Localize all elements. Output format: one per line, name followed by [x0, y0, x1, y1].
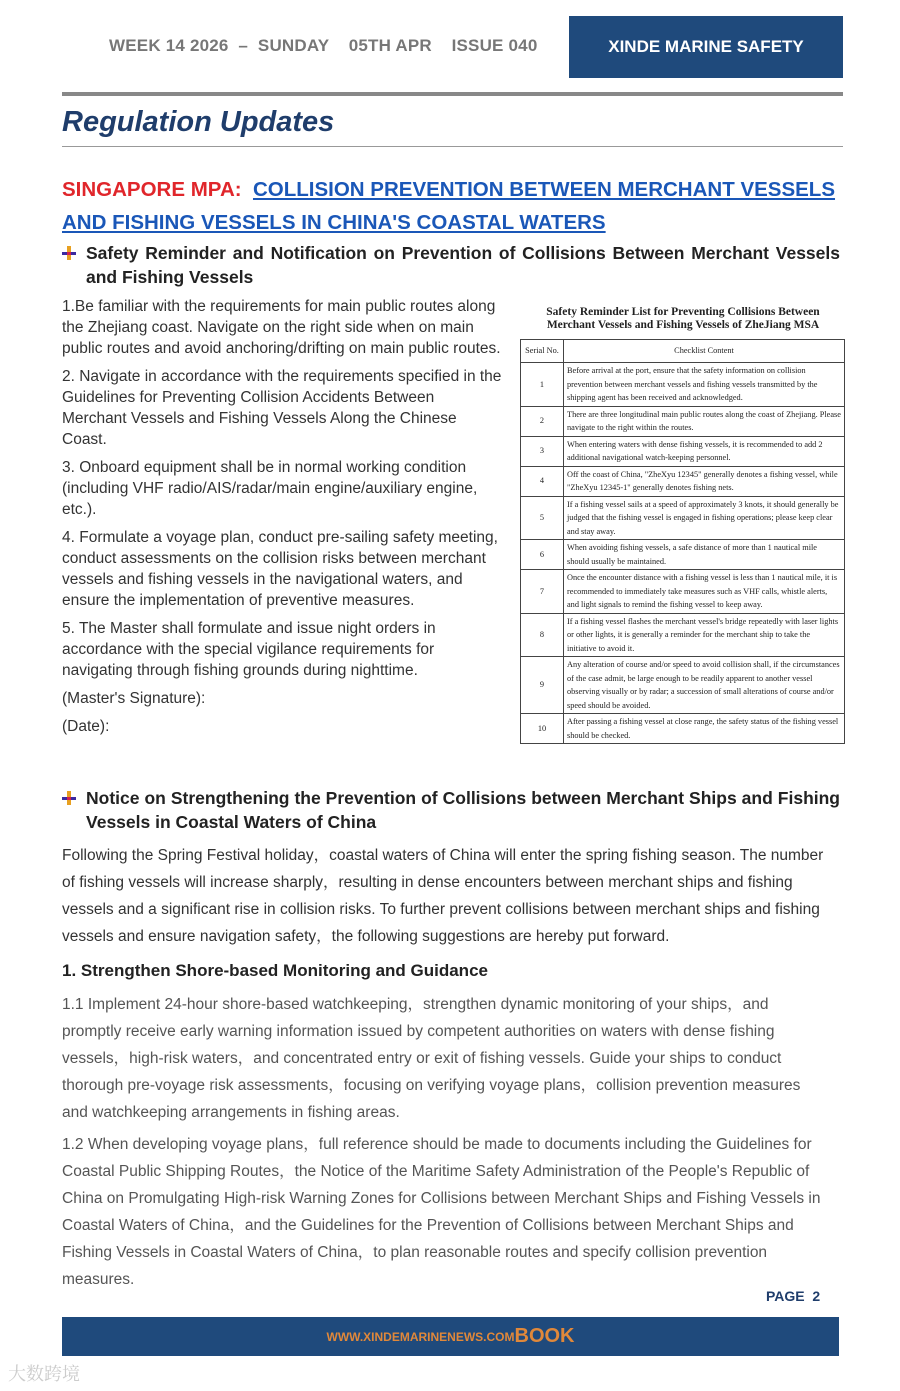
section-divider [62, 146, 843, 147]
section-title: Regulation Updates [62, 106, 335, 138]
checklist-row [521, 657, 845, 714]
page-number: PAGE 2 [766, 1288, 821, 1304]
checklist-content: Before arrival at the port, ensure that the safety information on collision prevention between merchant vessels and fishing vessels transmitted by the shipping agent has been received and acknowledged. [564, 363, 845, 407]
checklist-content: When avoiding fishing vessels, a safe distance of more than 1 nautical mile should usually be maintained. [564, 540, 845, 570]
date-label: (Date): [62, 718, 110, 735]
checklist-content: When entering waters with dense fishing vessels, it is recommended to add 2 additional navigational watch-keeping personnel. [564, 436, 845, 466]
serial-number: 7 [521, 570, 564, 614]
serial-number: 10 [521, 714, 564, 744]
reminder-item: 5. The Master shall formulate and issue night orders in accordance with the special vigilance requirements for navigating through fishing grounds during nighttime. [62, 620, 436, 679]
bullet-cross-icon [62, 246, 76, 260]
col-serial: Serial No. [521, 340, 564, 363]
checklist-row [521, 714, 845, 744]
checklist-content: If a fishing vessel sails at a speed of approximately 3 knots, it should generally be judged that the fishing vessel is engaged in fishing operations; please keep clear and stay away. [564, 496, 845, 540]
checklist-content: There are three longitudinal main public routes along the coast of Zhejiang. Please navigate to the right within the routes. [564, 406, 845, 436]
checklist-row [521, 363, 845, 407]
serial-number: 6 [521, 540, 564, 570]
checklist-table [520, 339, 845, 744]
checklist-row [521, 540, 845, 570]
header-divider [62, 92, 843, 96]
signature-label: (Master's Signature): [62, 690, 206, 707]
bullet-cross-icon [62, 791, 76, 805]
headline-link[interactable]: COLLISION PREVENTION BETWEEN MERCHANT VESSELS AND FISHING VESSELS IN CHINA'S COASTAL WATERS [62, 178, 836, 234]
paragraph-1-2: 1.2 When developing voyage plans，full reference should be made to documents including the Guidelines for Coastal Public Shipping Routes，the Notice of the Maritime Safety Administration of the People's Republic of China on Promulgating High-risk Warning Zones for Collisions between Merchant Ships and Fishing Vessels in Coastal Waters of China，and the Guidelines for the Prevention of Collisions between Merchant Ships and Fishing Vessels in Coastal Waters of China，to plan reasonable routes and specify collision prevention measures. [62, 1136, 821, 1288]
reminder-item: 1.Be familiar with the requirements for main public routes along the Zhejiang coast. Navigate on the right side when on main public routes and avoid anchoring/drifting on main public routes. [62, 298, 501, 357]
serial-number: 3 [521, 436, 564, 466]
part1-heading [62, 241, 840, 289]
checklist-content: After passing a fishing vessel at close range, the safety status of the fishing vessel should be checked. [564, 714, 845, 744]
part2-heading [62, 786, 840, 834]
serial-number: 1 [521, 363, 564, 407]
checklist-title: Safety Reminder List for Preventing Collisions Between Merchant Vessels and Fishing Vessels of ZheJiang MSA [546, 306, 820, 331]
serial-number: 4 [521, 466, 564, 496]
checklist-content: Off the coast of China, "ZheXyu 12345" generally denotes a fishing vessel, while "ZheXyu 12345-1" generally denotes fishing nets. [564, 466, 845, 496]
checklist-row [521, 406, 845, 436]
checklist-row [521, 466, 845, 496]
footer-bar [62, 1317, 839, 1356]
intro-paragraph: Following the Spring Festival holiday，coastal waters of China will enter the spring fishing season. The number of fishing vessels will increase sharply，resulting in dense encounters between merchant ships and fishing vessels and a significant rise in collision risks. To further prevent collisions between merchant ships and fishing vessels and ensure navigation safety，the following suggestions are hereby put forward. [62, 847, 824, 945]
sub-heading: 1. Strengthen Shore-based Monitoring and Guidance [62, 961, 488, 980]
checklist-content: Any alteration of course and/or speed to avoid collision shall, if the circumstances of the case admit, be large enough to be readily apparent to another vessel observing visually or by radar; a succession of small alterations of course and/or speed should be avoided. [564, 657, 845, 714]
reminder-item: 3. Onboard equipment shall be in normal working condition (including VHF radio/AIS/radar/main engine/auxiliary engine, etc.). [62, 459, 478, 518]
reminder-item: 4. Formulate a voyage plan, conduct pre-sailing safety meeting, conduct assessments on the collision risks between merchant vessels and fishing vessels in the navigational waters, and ensure the implementation of preventive measures. [62, 529, 498, 609]
issue-info: WEEK 14 2026 – SUNDAY 05TH APR ISSUE 040 [109, 36, 538, 55]
footer-url[interactable]: WWW.XINDEMARINENEWS.COM [326, 1329, 515, 1344]
serial-number: 5 [521, 496, 564, 540]
checklist-row [521, 496, 845, 540]
article-headline [62, 173, 852, 239]
checklist-row [521, 570, 845, 614]
paragraph-1-1: 1.1 Implement 24-hour shore-based watchkeeping，strengthen dynamic monitoring of your ships，and promptly receive early warning information issued by competent authorities on waters with dense fishing vessels，high-risk waters，and concentrated entry or exit of fishing vessels. Guide your ships to conduct thorough pre-voyage risk assessments，focusing on verifying voyage plans，collision prevention measures and watchkeeping arrangements in fishing areas. [62, 996, 801, 1121]
checklist-content: If a fishing vessel flashes the merchant vessel's bridge repeatedly with laser lights or other lights, it is generally a reminder for the merchant ship to take the initiative to avoid it. [564, 613, 845, 657]
col-content: Checklist Content [564, 340, 845, 363]
reminder-list [62, 296, 502, 744]
footer-book: BOOK [514, 1325, 575, 1347]
part1-heading-text: Safety Reminder and Notification on Prevention of Collisions Between Merchant Vessels and Fishing Vessels [86, 243, 840, 287]
watermark: 大数跨境 [8, 1364, 80, 1384]
checklist-content: Once the encounter distance with a fishing vessel is less than 1 nautical mile, it is recommended to immediately take measures such as VHF calls, whistle alerts, and light signals to remind the fishing vessel to keep away. [564, 570, 845, 614]
brand-banner: XINDE MARINE SAFETY [569, 16, 843, 78]
serial-number: 2 [521, 406, 564, 436]
headline-source: SINGAPORE MPA: [62, 178, 242, 201]
part2-heading-text: Notice on Strengthening the Prevention of Collisions between Merchant Ships and Fishing Vessels in Coastal Waters of China [86, 788, 840, 832]
reminder-item: 2. Navigate in accordance with the requirements specified in the Guidelines for Preventing Collision Accidents Between Merchant Vessels and Fishing Vessels Along the Chinese Coast. [62, 368, 502, 448]
serial-number: 9 [521, 657, 564, 714]
checklist-row [521, 613, 845, 657]
checklist-row [521, 436, 845, 466]
serial-number: 8 [521, 613, 564, 657]
